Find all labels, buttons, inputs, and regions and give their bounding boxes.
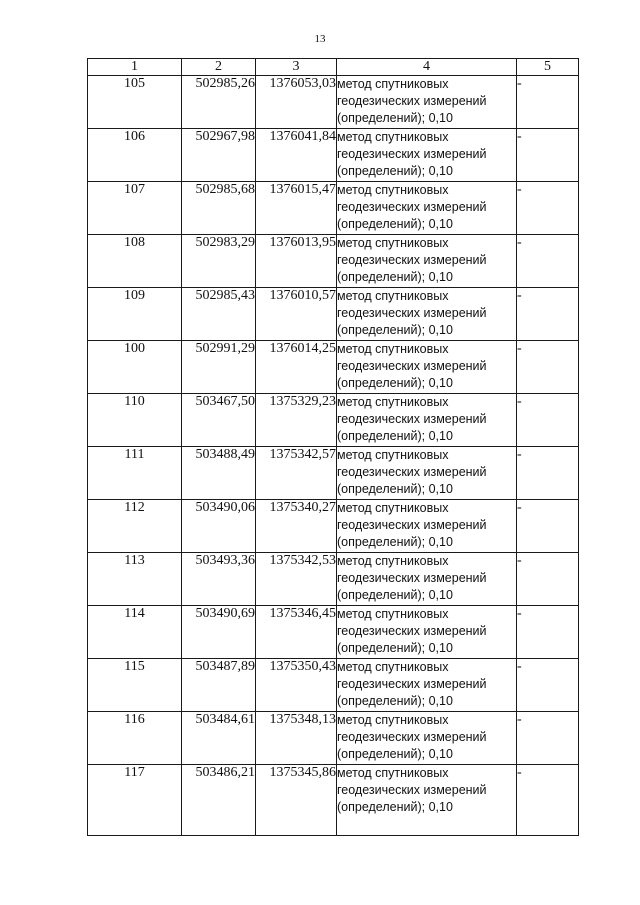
table-row bbox=[88, 765, 579, 836]
method-line: геодезических измерений bbox=[337, 200, 487, 214]
table-row bbox=[88, 659, 579, 712]
point-number-cell: 108 bbox=[88, 235, 182, 288]
y-coordinate-cell: 1376041,84 bbox=[256, 129, 337, 182]
method-cell bbox=[337, 659, 517, 712]
column-header: 2 bbox=[182, 59, 256, 76]
point-number-cell: 106 bbox=[88, 129, 182, 182]
point-number-cell: 116 bbox=[88, 712, 182, 765]
table-row bbox=[88, 447, 579, 500]
method-line: геодезических измерений bbox=[337, 571, 487, 585]
point-number-cell: 114 bbox=[88, 606, 182, 659]
method-line: геодезических измерений bbox=[337, 253, 487, 267]
method-cell bbox=[337, 341, 517, 394]
table-row bbox=[88, 553, 579, 606]
method-line: метод спутниковых bbox=[337, 607, 449, 621]
description-cell: - bbox=[517, 659, 579, 712]
method-line: геодезических измерений bbox=[337, 624, 487, 638]
description-cell: - bbox=[517, 129, 579, 182]
x-coordinate-cell: 503490,06 bbox=[182, 500, 256, 553]
method-line: (определений); 0,10 bbox=[337, 588, 453, 602]
method-line: (определений); 0,10 bbox=[337, 111, 453, 125]
description-cell: - bbox=[517, 394, 579, 447]
description-cell: - bbox=[517, 712, 579, 765]
method-line: геодезических измерений bbox=[337, 94, 487, 108]
description-cell: - bbox=[517, 447, 579, 500]
x-coordinate-cell: 502985,68 bbox=[182, 182, 256, 235]
method-line: геодезических измерений bbox=[337, 677, 487, 691]
method-line: (определений); 0,10 bbox=[337, 747, 453, 761]
method-line: метод спутниковых bbox=[337, 77, 449, 91]
method-line: метод спутниковых bbox=[337, 395, 449, 409]
description-cell: - bbox=[517, 500, 579, 553]
method-cell bbox=[337, 500, 517, 553]
x-coordinate-cell: 502991,29 bbox=[182, 341, 256, 394]
y-coordinate-cell: 1375348,13 bbox=[256, 712, 337, 765]
table-row bbox=[88, 235, 579, 288]
point-number-cell: 100 bbox=[88, 341, 182, 394]
x-coordinate-cell: 503490,69 bbox=[182, 606, 256, 659]
point-number-cell: 111 bbox=[88, 447, 182, 500]
method-line: геодезических измерений bbox=[337, 359, 487, 373]
description-cell: - bbox=[517, 182, 579, 235]
x-coordinate-cell: 503484,61 bbox=[182, 712, 256, 765]
table-row bbox=[88, 712, 579, 765]
point-number-cell: 110 bbox=[88, 394, 182, 447]
method-line: геодезических измерений bbox=[337, 465, 487, 479]
method-line: метод спутниковых bbox=[337, 554, 449, 568]
x-coordinate-cell: 502985,43 bbox=[182, 288, 256, 341]
y-coordinate-cell: 1376015,47 bbox=[256, 182, 337, 235]
x-coordinate-cell: 502983,29 bbox=[182, 235, 256, 288]
description-cell: - bbox=[517, 341, 579, 394]
method-line: (определений); 0,10 bbox=[337, 270, 453, 284]
description-cell: - bbox=[517, 553, 579, 606]
y-coordinate-cell: 1376010,57 bbox=[256, 288, 337, 341]
method-line: метод спутниковых bbox=[337, 130, 449, 144]
y-coordinate-cell: 1375342,53 bbox=[256, 553, 337, 606]
table-header-row bbox=[88, 59, 579, 76]
table-row bbox=[88, 606, 579, 659]
table-row bbox=[88, 182, 579, 235]
method-line: метод спутниковых bbox=[337, 501, 449, 515]
method-line: метод спутниковых bbox=[337, 183, 449, 197]
point-number-cell: 107 bbox=[88, 182, 182, 235]
method-cell bbox=[337, 182, 517, 235]
point-number-cell: 112 bbox=[88, 500, 182, 553]
coordinates-table bbox=[87, 58, 579, 836]
x-coordinate-cell: 502967,98 bbox=[182, 129, 256, 182]
point-number-cell: 109 bbox=[88, 288, 182, 341]
description-cell: - bbox=[517, 606, 579, 659]
description-cell: - bbox=[517, 288, 579, 341]
method-cell bbox=[337, 765, 517, 836]
method-line: метод спутниковых bbox=[337, 713, 449, 727]
method-line: (определений); 0,10 bbox=[337, 323, 453, 337]
method-line: (определений); 0,10 bbox=[337, 641, 453, 655]
method-line: (определений); 0,10 bbox=[337, 429, 453, 443]
method-cell bbox=[337, 76, 517, 129]
x-coordinate-cell: 503488,49 bbox=[182, 447, 256, 500]
table-row bbox=[88, 341, 579, 394]
method-line: (определений); 0,10 bbox=[337, 217, 453, 231]
column-header: 1 bbox=[88, 59, 182, 76]
point-number-cell: 117 bbox=[88, 765, 182, 836]
y-coordinate-cell: 1375340,27 bbox=[256, 500, 337, 553]
method-line: геодезических измерений bbox=[337, 147, 487, 161]
method-line: (определений); 0,10 bbox=[337, 800, 453, 814]
method-line: (определений); 0,10 bbox=[337, 535, 453, 549]
table-row bbox=[88, 500, 579, 553]
method-line: геодезических измерений bbox=[337, 518, 487, 532]
method-cell bbox=[337, 288, 517, 341]
x-coordinate-cell: 503493,36 bbox=[182, 553, 256, 606]
y-coordinate-cell: 1375346,45 bbox=[256, 606, 337, 659]
method-cell bbox=[337, 606, 517, 659]
table-row bbox=[88, 394, 579, 447]
column-header: 5 bbox=[517, 59, 579, 76]
table-row bbox=[88, 288, 579, 341]
description-cell: - bbox=[517, 235, 579, 288]
column-header: 3 bbox=[256, 59, 337, 76]
y-coordinate-cell: 1376014,25 bbox=[256, 341, 337, 394]
method-line: геодезических измерений bbox=[337, 783, 487, 797]
method-cell bbox=[337, 553, 517, 606]
table-row bbox=[88, 76, 579, 129]
y-coordinate-cell: 1375329,23 bbox=[256, 394, 337, 447]
method-line: (определений); 0,10 bbox=[337, 164, 453, 178]
y-coordinate-cell: 1376013,95 bbox=[256, 235, 337, 288]
method-line: метод спутниковых bbox=[337, 448, 449, 462]
method-line: метод спутниковых bbox=[337, 660, 449, 674]
method-line: геодезических измерений bbox=[337, 730, 487, 744]
column-header: 4 bbox=[337, 59, 517, 76]
description-cell: - bbox=[517, 76, 579, 129]
y-coordinate-cell: 1375345,86 bbox=[256, 765, 337, 836]
method-line: метод спутниковых bbox=[337, 766, 449, 780]
method-line: метод спутниковых bbox=[337, 289, 449, 303]
method-cell bbox=[337, 129, 517, 182]
table-row bbox=[88, 129, 579, 182]
y-coordinate-cell: 1376053,03 bbox=[256, 76, 337, 129]
y-coordinate-cell: 1375350,43 bbox=[256, 659, 337, 712]
method-line: геодезических измерений bbox=[337, 306, 487, 320]
method-line: метод спутниковых bbox=[337, 342, 449, 356]
method-cell bbox=[337, 394, 517, 447]
x-coordinate-cell: 503467,50 bbox=[182, 394, 256, 447]
description-cell: - bbox=[517, 765, 579, 836]
point-number-cell: 105 bbox=[88, 76, 182, 129]
point-number-cell: 113 bbox=[88, 553, 182, 606]
method-line: (определений); 0,10 bbox=[337, 694, 453, 708]
method-line: (определений); 0,10 bbox=[337, 376, 453, 390]
method-cell bbox=[337, 712, 517, 765]
method-line: (определений); 0,10 bbox=[337, 482, 453, 496]
page-number: 13 bbox=[314, 33, 326, 45]
x-coordinate-cell: 503487,89 bbox=[182, 659, 256, 712]
method-line: геодезических измерений bbox=[337, 412, 487, 426]
method-cell bbox=[337, 447, 517, 500]
y-coordinate-cell: 1375342,57 bbox=[256, 447, 337, 500]
method-cell bbox=[337, 235, 517, 288]
method-line: метод спутниковых bbox=[337, 236, 449, 250]
point-number-cell: 115 bbox=[88, 659, 182, 712]
x-coordinate-cell: 502985,26 bbox=[182, 76, 256, 129]
x-coordinate-cell: 503486,21 bbox=[182, 765, 256, 836]
